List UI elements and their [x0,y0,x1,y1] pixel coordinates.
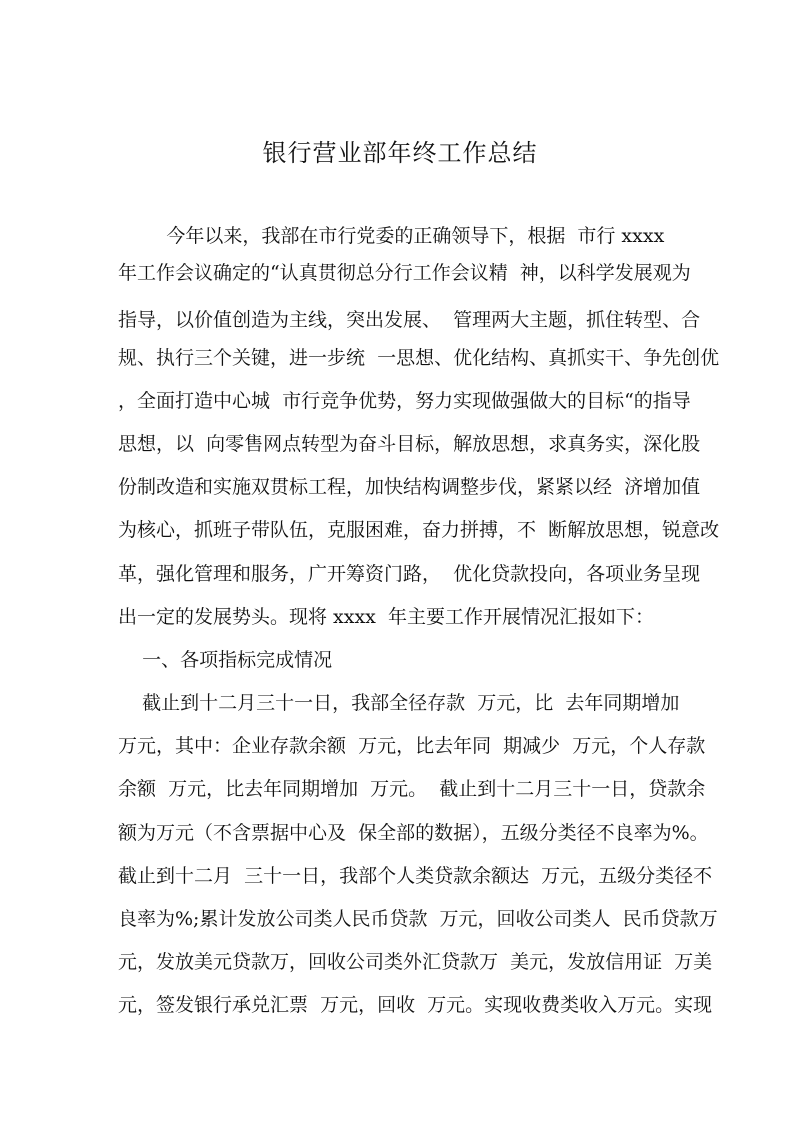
paragraph-line: 出一定的发展势头。现将 xxxx 年主要工作开展情况汇报如下： [118,606,654,628]
paragraph-line: 今年以来，我部在市行党委的正确领导下，根据 市行 xxxx [118,225,665,247]
paragraph-line: 指导，以价值创造为主线，突出发展、 管理两大主题，抓住转型、合 [118,309,701,331]
paragraph-line: 额为万元（不含票据中心及 保全部的数据），五级分类径不良率为%。 [118,822,709,844]
paragraph-line: 截止到十二月三十一日，我部全径存款 万元，比 去年同期增加 [118,692,680,714]
paragraph-line: 年工作会议确定的“认真贯彻总分行工作会议精 神，以科学发展观为 [118,262,691,284]
paragraph-line: 截止到十二月 三十一日，我部个人类贷款余额达 万元，五级分类径不 [118,865,713,887]
paragraph-line: 余额 万元，比去年同期增加 万元。 截止到十二月三十一日，贷款余 [118,778,706,800]
paragraph-line: ，全面打造中心城 市行竞争优势，努力实现做强做大的目标“的指导 [118,390,691,412]
paragraph-line: 元，发放美元贷款万，回收公司类外汇贷款万 美元，发放信用证 万美 [118,951,713,973]
section-heading: 一、各项指标完成情况 [118,649,333,671]
paragraph-line: 思想，以 向零售网点转型为奋斗目标，解放思想，求真务实，深化股 [118,433,701,455]
paragraph-line: 万元，其中：企业存款余额 万元，比去年同 期减少 万元，个人存款 [118,735,706,757]
paragraph-line: 为核心，抓班子带队伍，克服困难，奋力拼搏，不 断解放思想，锐意改 [118,519,720,541]
page-title: 银行营业部年终工作总结 [262,139,538,167]
paragraph-line: 元，签发银行承兑汇票 万元，回收 万元。实现收费类收入万元。实现 [118,994,713,1016]
paragraph-line: 份制改造和实施双贯标工程，加快结构调整步伐，紧紧以经 济增加值 [118,476,701,498]
paragraph-line: 良率为%;累计发放公司类人民币贷款 万元，回收公司类人 民币贷款万 [118,908,718,930]
paragraph-line: 规、执行三个关键，进一步统 一思想、优化结构、真抓实干、争先创优 [118,347,720,369]
paragraph-line: 革，强化管理和服务，广开筹资门路， 优化贷款投向，各项业务呈现 [118,563,701,585]
